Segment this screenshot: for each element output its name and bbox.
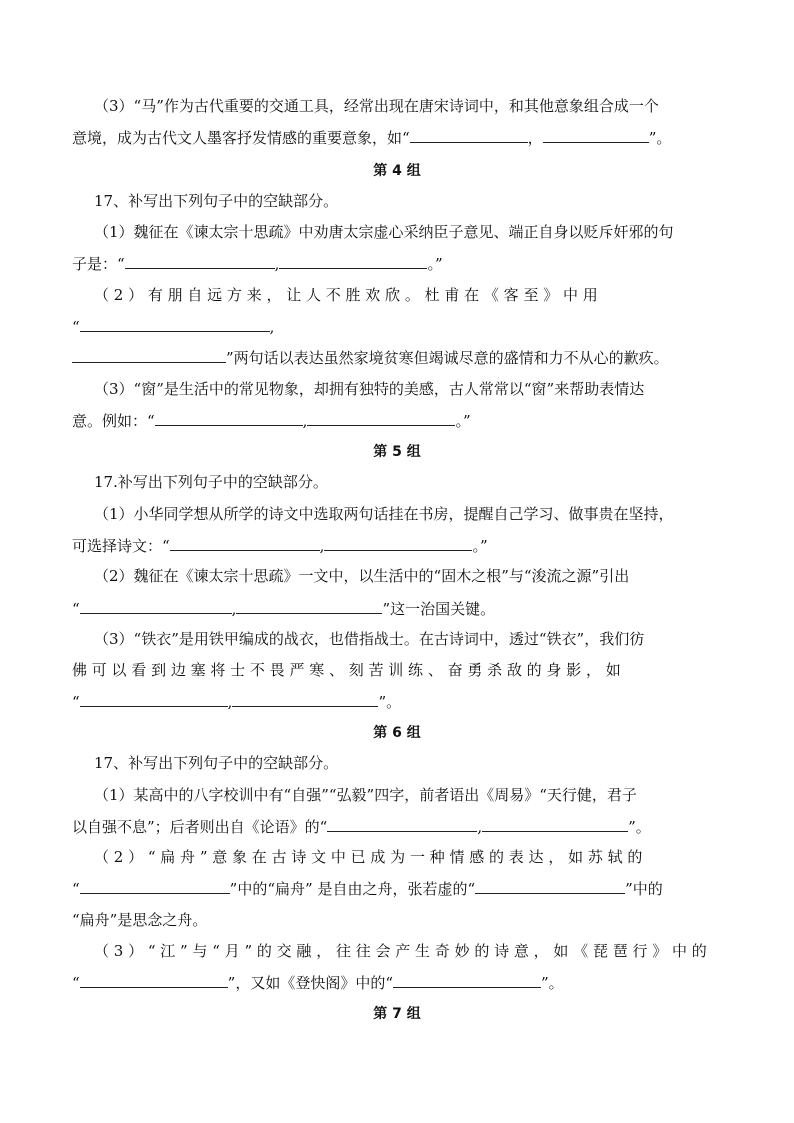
answer-blank[interactable] [72,347,226,363]
answer-blank[interactable] [324,535,472,551]
paragraph [72,972,564,993]
question-title: 17、补写出下列句子中的空缺部分。 [94,192,339,210]
punctuation: ”。 [378,693,402,711]
punctuation: ”。 [628,818,651,836]
answer-blank[interactable] [236,598,382,614]
punctuation: “ [72,318,80,336]
text-line: 可选择诗文：“ [72,537,170,555]
paragraph: （1）魏征在《谏太宗十思疏》中劝唐太宗虚心采纳臣子意见、端正自身以贬斥奸邪的句 [94,223,674,241]
answer-blank[interactable] [307,410,455,426]
group-heading: 第 4 组 [373,163,421,179]
text-line: 以自强不息”；后者则出自《论语》的“ [72,818,328,836]
punctuation: 。” [455,412,471,430]
text-line: ”中的 [625,880,663,898]
answer-blank[interactable] [393,972,541,988]
paragraph: （ 2 ） 有 朋 自 远 方 来 ， 让 人 不 胜 欢 欣 。 杜 甫 在 《 客 至 》 中 用 [94,286,598,304]
answer-blank[interactable] [80,316,270,332]
text-line: （3）“马”作为古代重要的交通工具，经常出现在唐宋诗词中，和其他意象组合成一个 [94,97,659,115]
paragraph: （2）魏征在《谏太宗十思疏》一文中，以生活中的“固木之根”与“浚流之源”引出 [94,567,630,585]
punctuation: “ [72,880,80,898]
text-line: 意。例如：“ [72,412,155,430]
answer-blank[interactable] [543,127,649,143]
paragraph: （ 2 ） “ 扁 舟 ” 意 象 在 古 诗 文 中 已 成 为 一 种 情 感 的 表 达 ， 如 苏 轼 的 [94,848,643,866]
paragraph [72,127,671,148]
answer-blank[interactable] [327,816,477,832]
answer-blank[interactable] [475,878,625,894]
paragraph [72,347,669,368]
punctuation: ， [527,129,543,147]
answer-blank[interactable] [80,598,232,614]
question-title: 17.补写出下列句子中的空缺部分。 [94,473,328,491]
paragraph: （3）“窗”是生活中的常见物象，却拥有独特的美感，古人常常以“窗”来帮助表情达 [94,380,645,398]
punctuation: “ [72,693,80,711]
answer-blank[interactable] [170,535,320,551]
answer-blank[interactable] [155,410,303,426]
punctuation: 。” [472,537,488,555]
text-line: ”中的“扁舟” 是自由之舟，张若虚的“ [229,880,476,898]
punctuation: , [302,412,308,430]
paragraph: （3）“铁衣”是用铁甲编成的战衣，也借指战士。在古诗词中，透过“铁衣”，我们彷 [94,630,645,648]
paragraph [94,96,659,116]
paragraph: 佛 可 以 看 到 边 塞 将 士 不 畏 严 寒 、 刻 苦 训 练 、 奋 勇 杀 敌 的 身 影 ， 如 [72,661,621,679]
answer-blank[interactable] [482,816,628,832]
text-line: 意境，成为古代文人墨客抒发情感的重要意象，如“ [72,129,410,147]
answer-blank[interactable] [80,972,228,988]
paragraph [72,598,495,619]
group-heading: 第 5 组 [373,444,421,460]
paragraph [72,878,663,899]
punctuation: “ [72,974,80,992]
punctuation: , [477,818,483,836]
punctuation: 。” [427,255,443,273]
paragraph [72,691,401,712]
punctuation: , [227,693,233,711]
group-heading: 第 6 组 [373,725,421,741]
punctuation: , [274,255,280,273]
paragraph [72,316,274,337]
paragraph: （ 3 ） “ 江 ” 与 “ 月 ” 的 交 融 ， 往 往 会 产 生 奇 妙 的 诗 意 ， 如 《 琵 琶 行 》 中 的 [94,942,707,960]
answer-blank[interactable] [80,691,228,707]
paragraph: （1）小华同学想从所学的诗文中选取两句话挂在书房，提醒自己学习、做事贵在坚持， [94,505,674,523]
paragraph [72,253,443,274]
group-heading: 第 7 组 [373,1006,421,1022]
paragraph [72,410,471,431]
paragraph: （1）某高中的八字校训中有“自强”“弘毅”四字，前者语出《周易》“天行健，君子 [94,786,637,804]
paragraph [72,816,651,837]
answer-blank[interactable] [410,127,528,143]
paragraph: “扁舟”是思念之舟。 [72,911,208,929]
text-line: ”这一治国关键。 [382,600,496,618]
text-line: ”两句话以表达虽然家境贫寒但竭诚尽意的盛情和力不从心的歉疚。 [226,349,669,367]
answer-blank[interactable] [80,878,230,894]
answer-blank[interactable] [232,691,378,707]
question-title: 17、补写出下列句子中的空缺部分。 [94,754,339,772]
text-line: ”，又如《登快阁》中的“ [227,974,394,992]
punctuation: ”。 [541,974,564,992]
punctuation: ”。 [648,129,672,147]
punctuation: “ [72,600,80,618]
text-line: 子是：“ [72,255,125,273]
paragraph [72,535,488,556]
punctuation: , [269,318,275,336]
answer-blank[interactable] [279,253,427,269]
punctuation: , [319,537,325,555]
answer-blank[interactable] [125,253,275,269]
punctuation: , [231,600,237,618]
